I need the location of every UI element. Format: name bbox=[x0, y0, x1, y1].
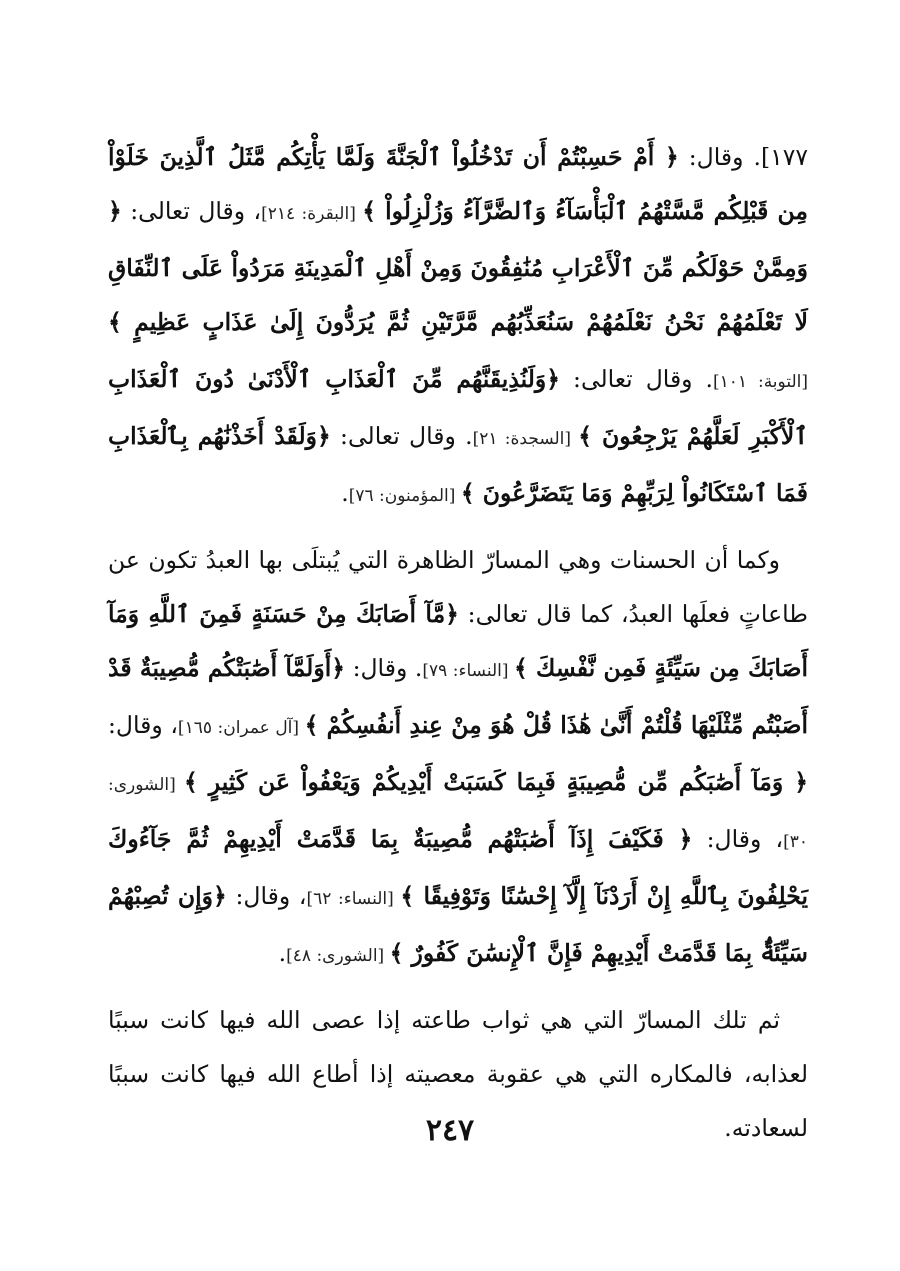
text-segment: . وقال تعالى: bbox=[330, 422, 473, 450]
quran-verse: ﴿أَوَلَمَّآ أَصَٰبَتْكُم مُّصِيبَةٌ قَدْ أَصَبْتُم مِّثْلَيْهَا قُلْتُمْ أَنَّىٰ هَٰذَا قُلْ هُوَ مِنْ عِندِ أَنفُسِكُمْ ﴾ bbox=[108, 654, 808, 739]
text-segment: . وقال تعالى: bbox=[560, 365, 713, 393]
text-segment: . bbox=[278, 939, 287, 967]
quran-verse: ﴿ وَمِمَّنْ حَوْلَكُم مِّنَ ٱلْأَعْرَابِ مُنَٰفِقُونَ وَمِنْ أَهْلِ ٱلْمَدِينَةِ مَرَدُواْ عَلَى ٱلنِّفَاقِ لَا تَعْلَمُهُمْ نَحْنُ نَعْلَمُهُمْ سَنُعَذِّبُهُم مَّرَّتَيْنِ ثُمَّ يُرَدُّونَ إِلَىٰ عَذَابٍ عَظِيمٍ ﴾ bbox=[108, 197, 808, 336]
quran-verse: ﴿ فَكَيْفَ إِذَآ أَصَٰبَتْهُم مُّصِيبَةٌ بِمَا قَدَّمَتْ أَيْدِيهِمْ ثُمَّ جَآءُوكَ يَحْلِفُونَ بِٱللَّهِ إِنْ أَرَدْنَآ إِلَّآ إِحْسَٰنًا وَتَوْفِيقًا ﴾ bbox=[108, 825, 809, 910]
text-segment: . وقال: bbox=[345, 654, 423, 682]
text-segment: ، وقال: bbox=[108, 711, 178, 739]
quran-verse: ﴿ أَمْ حَسِبْتُمْ أَن تَدْخُلُواْ ٱلْجَنَّةَ وَلَمَّا يَأْتِكُم مَّثَلُ ٱلَّذِينَ خَلَوْاْ مِن قَبْلِكُم مَّسَّتْهُمُ ٱلْبَأْسَآءُ وَٱلضَّرَّآءُ وَزُلْزِلُواْ ﴾ bbox=[108, 143, 809, 225]
text-segment: ثم تلك المسارّ التي هي ثواب طاعته إذا عصى الله فيها كانت سببًا لعذابه، فالمكاره التي هي عقوبة معصيته إذا أطاع الله فيها كانت سببًا لسعادته. bbox=[108, 1006, 808, 1142]
verse-reference: [البقرة: ٢١٤] bbox=[261, 204, 363, 224]
text-segment: ، وقال: bbox=[692, 825, 784, 853]
quran-verse: ﴿ وَمَآ أَصَٰبَكُم مِّن مُّصِيبَةٍ فَبِمَا كَسَبَتْ أَيْدِيكُمْ وَيَعْفُواْ عَن كَثِيرٍ ﴾ bbox=[183, 768, 808, 796]
text-segment: ، وقال تعالى: bbox=[121, 197, 262, 225]
page-body bbox=[108, 130, 808, 1165]
verse-reference: [آل عمران: ١٦٥] bbox=[177, 718, 305, 738]
text-segment: وكما أن الحسنات وهي المسارّ الظاهرة التي يُبتلَى بها العبدُ تكون عن طاعاتٍ فعلَها العبدُ، كما قال تعالى: bbox=[108, 546, 808, 628]
verse-reference: [النساء: ٧٩] bbox=[422, 661, 514, 681]
paragraph-2 bbox=[108, 533, 808, 983]
text-segment: ١٧٧]. وقال: bbox=[678, 143, 808, 171]
verse-reference: [السجدة: ٢١] bbox=[472, 429, 579, 449]
verse-reference: [النساء: ٦٢] bbox=[306, 889, 401, 909]
quran-verse: ﴿وَلَنُذِيقَنَّهُم مِّنَ ٱلْعَذَابِ ٱلْأَدْنَىٰ دُونَ ٱلْعَذَابِ ٱلْأَكْبَرِ لَعَلَّهُمْ يَرْجِعُونَ ﴾ bbox=[108, 365, 809, 450]
verse-reference: [الشورى: ٣٠] bbox=[108, 775, 808, 852]
quran-verse: ﴿وَلَقَدْ أَخَذْنَٰهُم بِٱلْعَذَابِ فَمَا ٱسْتَكَانُواْ لِرَبِّهِمْ وَمَا يَتَضَرَّعُونَ ﴾ bbox=[108, 422, 808, 507]
paragraph-1 bbox=[108, 130, 808, 523]
verse-reference: [الشورى: ٤٨] bbox=[286, 946, 390, 966]
text-segment: . bbox=[341, 479, 349, 507]
verse-reference: [المؤمنون: ٧٦] bbox=[348, 486, 461, 506]
quran-verse: ﴿وَإِن تُصِبْهُمْ سَيِّئَةٌۢ بِمَا قَدَّمَتْ أَيْدِيهِمْ فَإِنَّ ٱلْإِنسَٰنَ كَفُورٌ ﴾ bbox=[108, 882, 808, 967]
quran-verse: ﴿مَّآ أَصَابَكَ مِنْ حَسَنَةٍ فَمِنَ ٱللَّهِ وَمَآ أَصَابَكَ مِن سَيِّئَةٍ فَمِن نَّفْسِكَ ﴾ bbox=[108, 600, 808, 682]
verse-reference: [التوبة: ١٠١] bbox=[713, 372, 808, 392]
page-number: ٢٤٧ bbox=[425, 1113, 475, 1148]
text-segment: ، وقال: bbox=[226, 882, 307, 910]
